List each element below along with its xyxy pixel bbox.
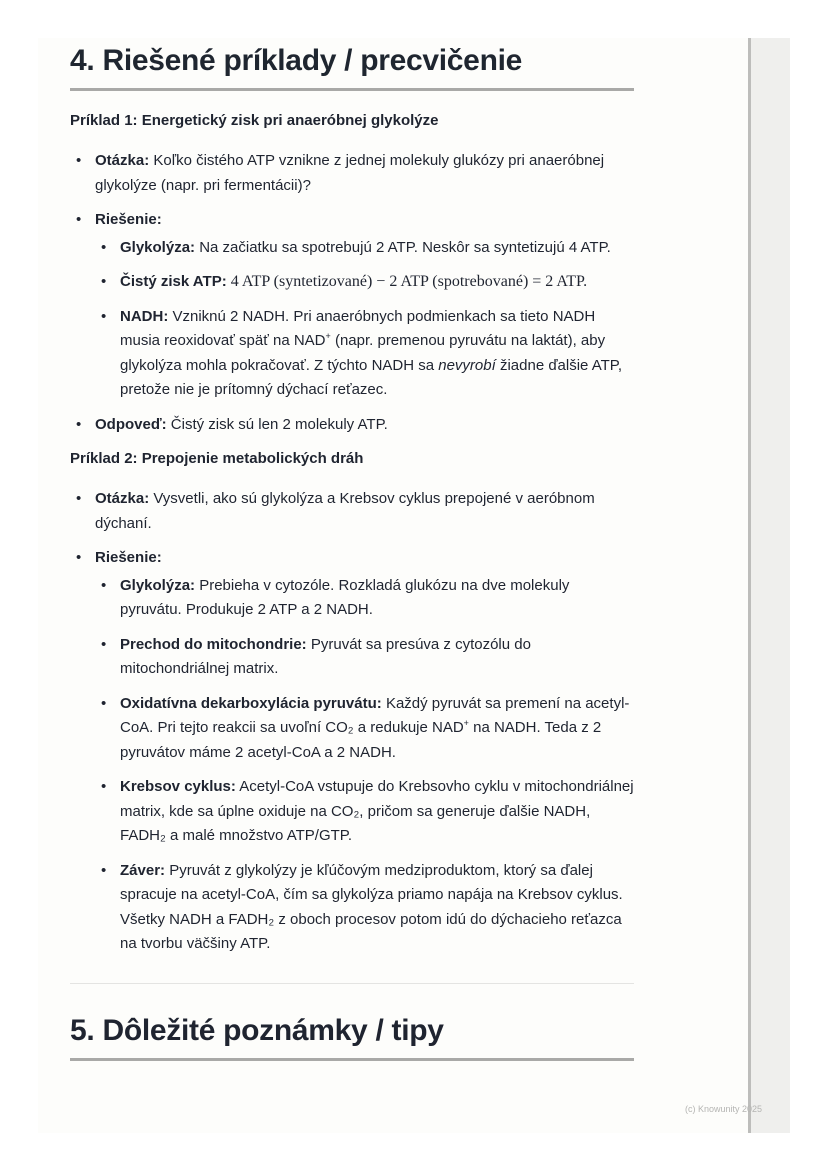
example-1-title: Príklad 1: Energetický zisk pri anaeróbnej glykolýze: [70, 112, 439, 129]
list-item: • Glykolýza: Prebieha v cytozóle. Rozkladá glukózu na dve molekuly pyruvátu. Produkuje 2 ATP a 2 NADH.: [95, 574, 634, 623]
example-2-list: [70, 487, 634, 957]
formula: 4 ATP (syntetizované) − 2 ATP (spotrebované) = 2 ATP.: [226, 273, 588, 290]
list-item: • Záver: Pyruvát z glykolýzy je kľúčovým medziproduktom, ktorý sa ďalej spracuje na acetyl-CoA, čím sa glykolýza priamo napája na Krebsov cyklus. Všetky NADH a FADH₂ z oboch procesov potom idú do dýchacieho reťazca na tvorbu väčšiny ATP.: [95, 859, 634, 957]
list-item: • Odpoveď: Čistý zisk sú len 2 molekuly ATP.: [70, 413, 634, 438]
example-1-list: [70, 149, 634, 437]
list-item: • Oxidatívna dekarboxylácia pyruvátu: Každý pyruvát sa premení na acetyl-CoA. Pri tejto reakcii sa uvoľní CO₂ a redukuje NAD+ na NADH. Teda z 2 pyruvátov máme 2 acetyl-CoA a 2 NADH.: [95, 692, 634, 766]
list-item: • Riešenie: • Glykolýza: Na začiatku sa spotrebujú 2 ATP. Neskôr sa syntetizujú 4 ATP. • Čistý zisk ATP: 4 ATP (syntetizované) − 2 ATP (spotrebované) = 2 ATP. • NADH: Vzniknú 2 NADH. Pri anaeróbnych podmienkach sa tieto NADH musia reoxidovať späť na NAD+ (napr. premenou pyruvátu na laktát), aby glykolýza mohla pokračovať. Z týchto NADH sa nevyrobí žiadne ďalšie ATP, pretože nie je prítomný dýchací reťazec.: [70, 208, 634, 403]
list-item: • Prechod do mitochondrie: Pyruvát sa presúva z cytozólu do mitochondriálnej matrix.: [95, 633, 634, 682]
example-2-title: Príklad 2: Prepojenie metabolických dráh: [70, 450, 364, 467]
section-4-heading: 4. Riešené príklady / precvičenie: [70, 38, 634, 91]
list-item: • NADH: Vzniknú 2 NADH. Pri anaeróbnych podmienkach sa tieto NADH musia reoxidovať späť na NAD+ (napr. premenou pyruvátu na laktát), aby glykolýza mohla pokračovať. Z týchto NADH sa nevyrobí žiadne ďalšie ATP, pretože nie je prítomný dýchací reťazec.: [95, 305, 634, 403]
list-item: • Čistý zisk ATP: 4 ATP (syntetizované) − 2 ATP (spotrebované) = 2 ATP.: [95, 270, 634, 295]
list-item: • Otázka: Vysvetli, ako sú glykolýza a Krebsov cyklus prepojené v aeróbnom dýchaní.: [70, 487, 634, 536]
section-divider: [70, 983, 634, 984]
list-item: • Krebsov cyklus: Acetyl-CoA vstupuje do Krebsovho cyklu v mitochondriálnej matrix, kde sa úplne oxiduje na CO₂, pričom sa generuje ďalšie NADH, FADH₂ a malé množstvo ATP/GTP.: [95, 775, 634, 849]
side-panel: [748, 38, 790, 1133]
copyright-watermark: (c) Knowunity 2025: [685, 1104, 763, 1114]
document-content: [70, 38, 634, 1061]
list-item: • Riešenie: • Glykolýza: Prebieha v cytozóle. Rozkladá glukózu na dve molekuly pyruvátu. Produkuje 2 ATP a 2 NADH. • Prechod do mitochondrie: Pyruvát sa presúva z cytozólu do mitochondriálnej matrix. • Oxidatívna dekarboxylácia pyruvátu: Každý pyruvát sa premení na acetyl-CoA. Pri tejto reakcii sa uvoľní CO₂ a redukuje NAD+ na NADH. Teda z 2 pyruvátov máme 2 acetyl-CoA a 2 NADH. • Krebsov cyklus: Acetyl-CoA vstupuje do Krebsovho cyklu v mitochondriálnej matrix, kde sa úplne oxiduje na CO₂, pričom sa generuje ďalšie NADH, FADH₂ a malé množstvo ATP/GTP. • Záver: Pyruvát z glykolýzy je kľúčovým medziproduktom, ktorý sa ďalej spracuje na acetyl-CoA, čím sa glykolýza priamo napája na Krebsov cyklus. Všetky NADH a FADH₂ z oboch procesov potom idú do dýchacieho reťazca na tvorbu väčšiny ATP.: [70, 546, 634, 957]
list-item: • Otázka: Koľko čistého ATP vznikne z jednej molekuly glukózy pri anaeróbnej glykolýze (napr. pri fermentácii)?: [70, 149, 634, 198]
section-5-heading: 5. Dôležité poznámky / tipy: [70, 1012, 634, 1061]
list-item: • Glykolýza: Na začiatku sa spotrebujú 2 ATP. Neskôr sa syntetizujú 4 ATP.: [95, 236, 634, 261]
